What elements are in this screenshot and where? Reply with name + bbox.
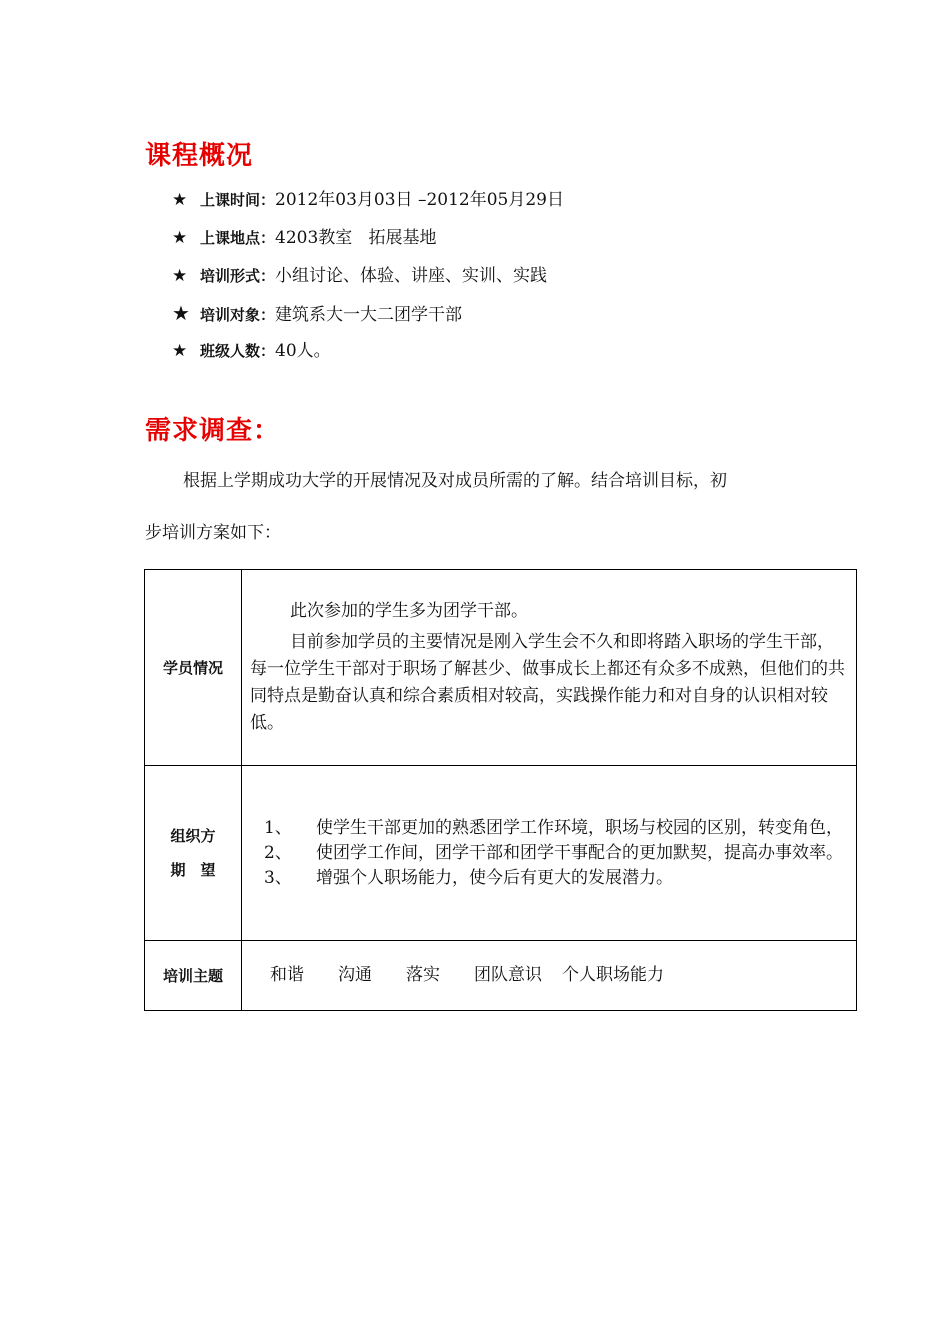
expectations-header-line2: 期 望 [170, 861, 216, 879]
item-label: 上课时间： [200, 191, 276, 209]
item-label: 班级人数： [200, 342, 276, 360]
overview-item-format [172, 264, 547, 288]
survey-intro-line2: 步培训方案如下： [145, 523, 281, 543]
item-value: 建筑系大一大二团学干部 [275, 305, 463, 325]
survey-title: 需求调查： [145, 416, 281, 446]
overview-item-time [172, 188, 564, 212]
expectations-header [145, 766, 242, 941]
item-label: 上课地点： [200, 229, 276, 247]
theme-item: 团队意识 [474, 965, 542, 985]
overview-item-location [172, 226, 437, 250]
expectations-list [250, 816, 848, 891]
list-item [250, 841, 848, 866]
table-row [145, 570, 857, 766]
themes-header: 培训主题 [145, 941, 242, 1011]
item-text: 使学生干部更加的熟悉团学工作环境，职场与校园的区别，转变角色， [316, 817, 843, 838]
item-label: 培训对象： [200, 306, 276, 324]
training-plan-table [144, 569, 857, 1011]
expectations-header-line1: 组织方 [170, 827, 216, 845]
students-body [242, 570, 857, 766]
item-number: 3、 [264, 867, 292, 888]
item-text: 增强个人职场能力，使今后有更大的发展潜力。 [316, 867, 673, 888]
star-icon: ★ [172, 341, 188, 361]
star-icon: ★ [172, 301, 190, 325]
expectations-body [242, 766, 857, 941]
table-row [145, 766, 857, 941]
theme-item: 和谐 [270, 965, 304, 985]
survey-intro-line1: 根据上学期成功大学的开展情况及对成员所需的了解。结合培训目标，初 [183, 471, 727, 491]
item-number: 1、 [264, 817, 292, 838]
theme-item: 落实 [406, 965, 440, 985]
overview-title: 课程概况 [145, 141, 254, 171]
students-p1: 此次参加的学生多为团学干部。 [290, 601, 528, 621]
theme-item: 沟通 [338, 965, 372, 985]
list-item [250, 816, 848, 841]
star-icon: ★ [172, 266, 188, 286]
item-value: 小组讨论、体验、讲座、实训、实践 [275, 266, 548, 286]
item-number: 2、 [264, 842, 292, 863]
students-p2: 目前参加学员的主要情况是刚入学生会不久和即将踏入职场的学生干部，每一位学生干部对于职场了解甚少、做事成长上都还有众多不成熟，但他们的共同特点是勤奋认真和综合素质相对较高，实践操作能力和对自身的认识相对较低。 [250, 632, 845, 733]
item-value: 2012年03月03日 –2012年05月29日 [275, 190, 564, 210]
themes-body [242, 941, 857, 1011]
theme-item: 个人职场能力 [562, 965, 664, 985]
overview-item-class-size [172, 339, 331, 363]
item-text: 使团学工作间，团学干部和团学干事配合的更加默契，提高办事效率。 [316, 842, 843, 863]
table-row [145, 941, 857, 1011]
list-item [250, 866, 848, 891]
item-label: 培训形式： [200, 267, 276, 285]
item-value: 40人。 [275, 341, 331, 361]
item-value: 4203教室 拓展基地 [275, 228, 437, 248]
students-header: 学员情况 [145, 570, 242, 766]
overview-item-audience [172, 301, 462, 325]
star-icon: ★ [172, 190, 188, 210]
star-icon: ★ [172, 228, 188, 248]
